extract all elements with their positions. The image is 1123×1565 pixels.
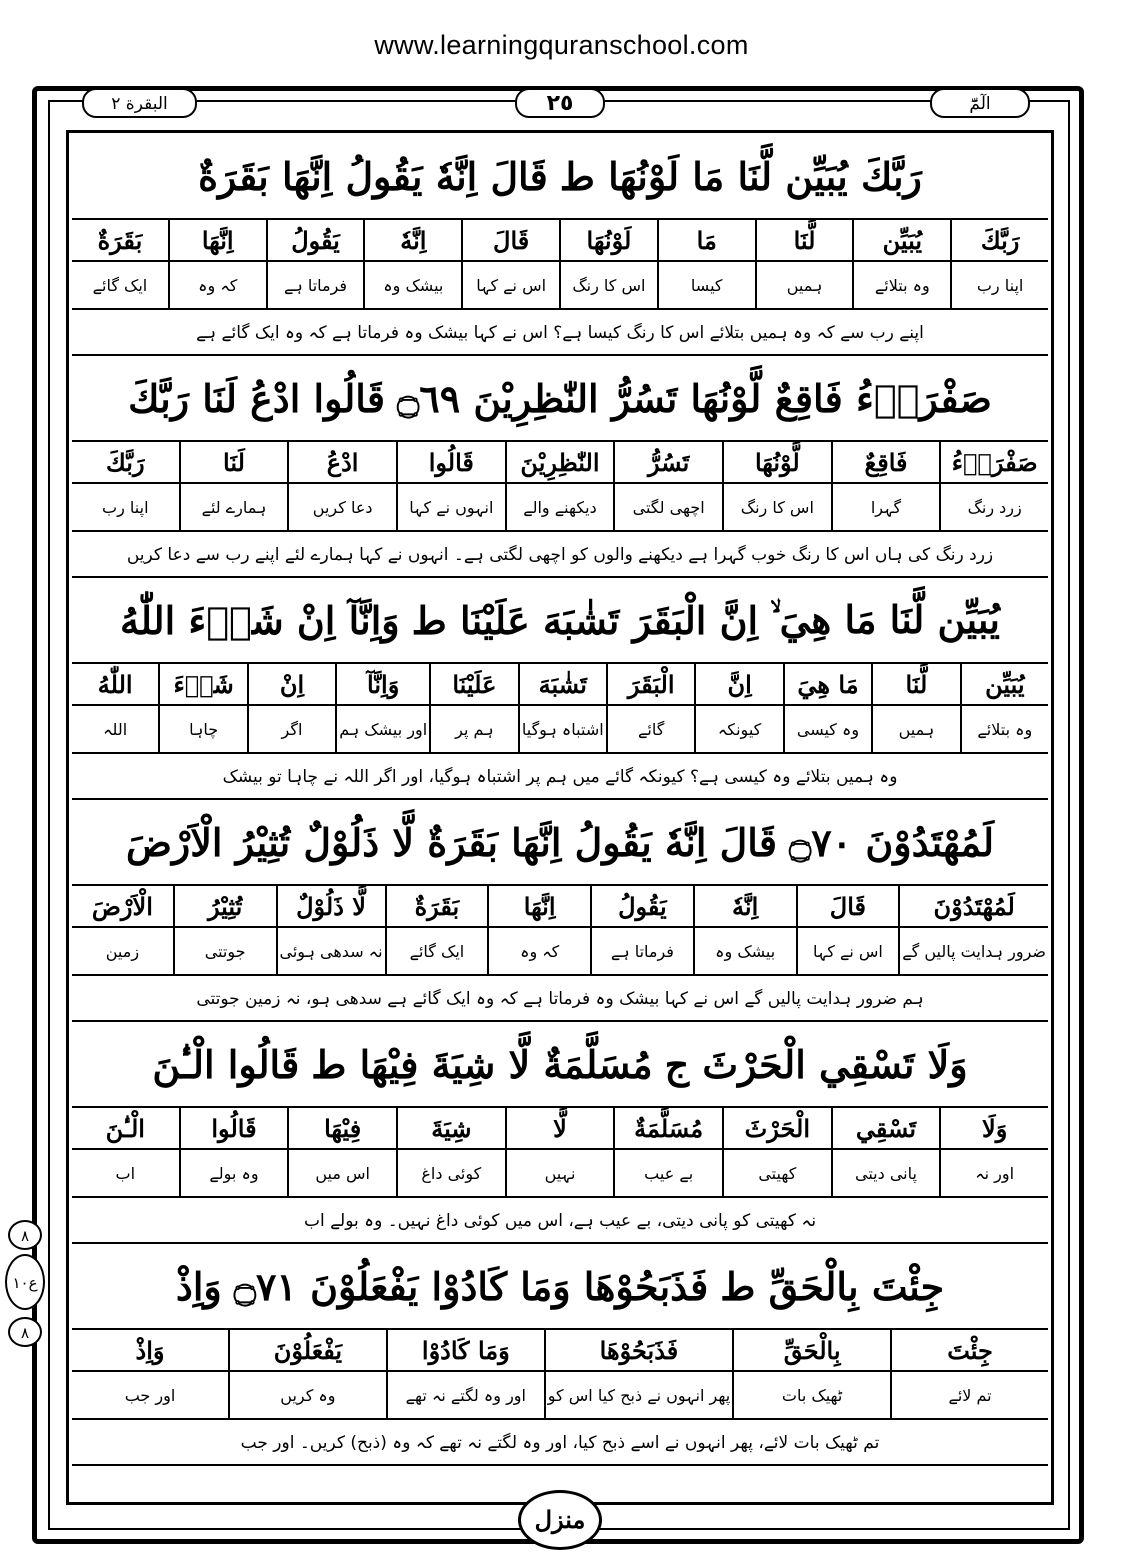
word-column bbox=[939, 1108, 1048, 1196]
ruku-marker: ع١٠ bbox=[5, 1254, 45, 1310]
urdu-meaning: اس میں bbox=[315, 1163, 370, 1183]
urdu-translation: نہ کھیتی کو پانی دیتی، بے عیب ہے، اس میں کوئی داغ نہیں۔ وہ بولے اب bbox=[72, 1198, 1048, 1244]
arabic-word: الْـٰٔنَ bbox=[72, 1108, 179, 1150]
arabic-word: شَاۤءَ bbox=[160, 664, 246, 706]
ayah-segment: رَبَّكَ يُبَيِّن لَّنَا مَا لَوْنُهَا ط bbox=[559, 153, 922, 199]
urdu-meaning: وہ بولے bbox=[209, 1163, 259, 1183]
urdu-meaning: اپنا رب bbox=[102, 497, 149, 517]
ayah-segment: لَمُهْتَدُوْنَ ۝٧٠ bbox=[789, 819, 995, 865]
urdu-translation: ہم ضرور ہدایت پالیں گے اس نے کہا بیشک وہ فرماتا ہے کہ وہ ایک گائے ہے سدھی ہو، نہ زمین جوتتی bbox=[72, 976, 1048, 1022]
word-grid bbox=[72, 220, 1048, 310]
word-column bbox=[385, 886, 488, 974]
word-column bbox=[950, 220, 1048, 308]
urdu-meaning: وہ بتلائے bbox=[977, 719, 1033, 739]
urdu-translation: تم ٹھیک بات لائے، پھر انہوں نے اسے ذبح کیا، اور وہ لگتے نہ تھے کہ وہ (ذبح) کریں۔ اور جب bbox=[72, 1420, 1048, 1466]
ayah-line bbox=[72, 356, 1048, 442]
arabic-word: اِنْ bbox=[249, 664, 335, 706]
arabic-word: لَّا ذَلُوْلٌ bbox=[278, 886, 385, 928]
ayah-segment: قَالُوا الْـٰٔنَ bbox=[152, 1041, 300, 1087]
word-column bbox=[613, 442, 722, 530]
word-column bbox=[613, 1108, 722, 1196]
urdu-meaning: اس نے کہا bbox=[476, 275, 547, 295]
arabic-word: بِالْحَقِّ bbox=[734, 1330, 890, 1372]
word-column bbox=[386, 1330, 544, 1418]
urdu-meaning: اور جب bbox=[124, 1385, 176, 1405]
word-column bbox=[732, 1330, 890, 1418]
urdu-meaning: ایک گائے bbox=[92, 275, 148, 295]
word-grid bbox=[72, 442, 1048, 532]
arabic-word: رَبَّكَ bbox=[952, 220, 1048, 262]
urdu-meaning: ہمیں bbox=[898, 719, 935, 739]
urdu-meaning: پھر انہوں نے ذبح کیا اس کو bbox=[547, 1385, 731, 1405]
word-column bbox=[657, 220, 755, 308]
site-url: www.learningquranschool.com bbox=[374, 30, 749, 60]
arabic-word: اِنَّهٗ bbox=[365, 220, 461, 262]
arabic-word: لَوْنُهَا bbox=[561, 220, 657, 262]
word-column bbox=[890, 1330, 1048, 1418]
word-column bbox=[831, 1108, 940, 1196]
ayah-segment: صَفْرَاۤءُ فَاقِعٌ لَّوْنُهَا تَسُرُّ النّٰظِرِيْنَ ۝٦٩ bbox=[397, 375, 992, 421]
arabic-word: فَذَبَحُوْهَا bbox=[546, 1330, 732, 1372]
urdu-meaning: اب bbox=[115, 1163, 136, 1183]
arabic-word: قَالَ bbox=[463, 220, 559, 262]
arabic-word: صَفْرَاۤءُ bbox=[941, 442, 1048, 484]
arabic-word: لَّنَا bbox=[757, 220, 853, 262]
word-column bbox=[898, 886, 1048, 974]
urdu-meaning: اچھی لگتی bbox=[632, 497, 705, 517]
urdu-meaning: فرماتا ہے bbox=[610, 941, 674, 961]
arabic-word: وَاِنَّآ bbox=[337, 664, 429, 706]
urdu-meaning: ضرور ہدایت پالیں گے bbox=[902, 941, 1046, 961]
word-column bbox=[871, 664, 959, 752]
arabic-word: قَالُوا bbox=[181, 1108, 288, 1150]
arabic-word: لَّنَا bbox=[873, 664, 959, 706]
word-column bbox=[266, 220, 364, 308]
ayah-segment: فَذَبَحُوْهَا وَمَا كَادُوْا يَفْعَلُوْنَ ۝٧١ bbox=[233, 1263, 709, 1309]
arabic-word: تُثِيْرُ bbox=[175, 886, 276, 928]
arabic-word: الْبَقَرَ bbox=[608, 664, 694, 706]
arabic-word: لَمُهْتَدُوْنَ bbox=[900, 886, 1048, 928]
word-column bbox=[606, 664, 694, 752]
manzil-label: منزل bbox=[518, 1490, 602, 1550]
arabic-word: فِيْهَا bbox=[289, 1108, 396, 1150]
arabic-word: اِنَّ bbox=[696, 664, 782, 706]
side-marker-bottom: ٨ bbox=[8, 1317, 42, 1347]
ayah-segment: وَلَا تَسْقِي الْحَرْثَ ج bbox=[664, 1041, 968, 1087]
word-column bbox=[396, 1108, 505, 1196]
ayah-segment: قَالَ اِنَّهٗ يَقُولُ اِنَّهَا بَقَرَةٌ bbox=[198, 153, 548, 199]
word-column bbox=[72, 442, 179, 530]
arabic-word: عَلَيْنَا bbox=[431, 664, 517, 706]
word-column bbox=[287, 1108, 396, 1196]
arabic-word: جِئْتَ bbox=[892, 1330, 1048, 1372]
arabic-word: لَنَا bbox=[181, 442, 288, 484]
arabic-word: النّٰظِرِيْنَ bbox=[507, 442, 614, 484]
ayah-segment: اِنَّ الْبَقَرَ تَشٰبَهَ عَلَيْنَا ط bbox=[411, 597, 759, 643]
word-grid bbox=[72, 1108, 1048, 1198]
arabic-word: تَشٰبَهَ bbox=[520, 664, 606, 706]
urdu-meaning: گہرا bbox=[870, 497, 902, 517]
urdu-meaning: ٹھیک بات bbox=[781, 1385, 843, 1405]
urdu-meaning: وہ کریں bbox=[280, 1385, 336, 1405]
urdu-meaning: اور نہ bbox=[975, 1163, 1015, 1183]
urdu-meaning: نہ سدھی ہوئی bbox=[279, 941, 383, 961]
arabic-word: قَالُوا bbox=[398, 442, 505, 484]
word-column bbox=[228, 1330, 386, 1418]
word-column bbox=[755, 220, 853, 308]
arabic-word: اِنَّهٗ bbox=[695, 886, 796, 928]
word-column bbox=[179, 1108, 288, 1196]
arabic-word: الْاَرْضَ bbox=[72, 886, 173, 928]
ayah-line bbox=[72, 1244, 1048, 1330]
word-column bbox=[179, 442, 288, 530]
word-column bbox=[72, 220, 168, 308]
ayah-line bbox=[72, 134, 1048, 220]
ayah-segment: وَاِذْ bbox=[175, 1263, 222, 1309]
word-column bbox=[505, 1108, 614, 1196]
arabic-word: فَاقِعٌ bbox=[833, 442, 940, 484]
word-grid bbox=[72, 664, 1048, 754]
word-column bbox=[796, 886, 899, 974]
arabic-word: الْحَرْثَ bbox=[724, 1108, 831, 1150]
word-column bbox=[335, 664, 429, 752]
arabic-word: يَقُولُ bbox=[268, 220, 364, 262]
arabic-word: مَا هِيَ bbox=[785, 664, 871, 706]
word-column bbox=[544, 1330, 732, 1418]
ayah-line bbox=[72, 578, 1048, 664]
urdu-meaning: فرماتا ہے bbox=[283, 275, 348, 295]
word-grid bbox=[72, 1330, 1048, 1420]
juz-name-label: الٓمّٓ bbox=[930, 88, 1030, 118]
urdu-meaning: اللہ bbox=[103, 719, 128, 739]
arabic-word: لَّوْنُهَا bbox=[724, 442, 831, 484]
word-column bbox=[72, 1108, 179, 1196]
urdu-meaning: کھیتی bbox=[758, 1163, 797, 1183]
ayah-line bbox=[72, 1022, 1048, 1108]
word-column bbox=[396, 442, 505, 530]
urdu-meaning: کہ وہ bbox=[198, 275, 238, 295]
urdu-meaning: وہ کیسی bbox=[796, 719, 860, 739]
word-column bbox=[429, 664, 517, 752]
urdu-meaning: زرد رنگ bbox=[967, 497, 1022, 517]
urdu-meaning: کوئی داغ bbox=[421, 1163, 482, 1183]
urdu-meaning: اس نے کہا bbox=[812, 941, 883, 961]
word-column bbox=[831, 442, 940, 530]
word-column bbox=[158, 664, 246, 752]
word-column bbox=[852, 220, 950, 308]
arabic-word: يُبَيِّن bbox=[854, 220, 950, 262]
urdu-meaning: اگر bbox=[281, 719, 303, 739]
urdu-meaning: دیکھنے والے bbox=[523, 497, 597, 517]
urdu-meaning: اشتباہ ہوگیا bbox=[521, 719, 604, 739]
word-column bbox=[276, 886, 385, 974]
word-column bbox=[694, 664, 782, 752]
ayah-line bbox=[72, 800, 1048, 886]
word-column bbox=[363, 220, 461, 308]
arabic-word: شِيَةَ bbox=[398, 1108, 505, 1150]
urdu-meaning: بیشک وہ bbox=[715, 941, 776, 961]
urdu-translation: وہ ہمیں بتلائے وہ کیسی ہے؟ کیونکہ گائے میں ہم پر اشتباہ ہوگیا، اور اگر اللہ نے چاہا تو بیشک bbox=[72, 754, 1048, 800]
word-column bbox=[487, 886, 590, 974]
word-column bbox=[722, 1108, 831, 1196]
arabic-word: يَقُولُ bbox=[592, 886, 693, 928]
arabic-word: مُسَلَّمَةٌ bbox=[615, 1108, 722, 1150]
page-number: ٢٥ bbox=[515, 88, 605, 118]
urdu-meaning: ایک گائے bbox=[409, 941, 465, 961]
urdu-meaning: تم لائے bbox=[948, 1385, 992, 1405]
word-column bbox=[559, 220, 657, 308]
arabic-word: وَمَا كَادُوْا bbox=[388, 1330, 544, 1372]
side-marker-top: ٨ bbox=[8, 1220, 42, 1250]
urdu-meaning: اس کا رنگ bbox=[740, 497, 814, 517]
urdu-meaning: اپنا رب bbox=[976, 275, 1024, 295]
word-column bbox=[72, 1330, 228, 1418]
urdu-meaning: انہوں نے کہا bbox=[409, 497, 494, 517]
word-column bbox=[247, 664, 335, 752]
urdu-meaning: اور وہ لگتے نہ تھے bbox=[405, 1385, 526, 1405]
word-column bbox=[783, 664, 871, 752]
word-column bbox=[287, 442, 396, 530]
ayah-segment: يُبَيِّن لَّنَا مَا هِيَ ۙ bbox=[770, 597, 1000, 642]
urdu-meaning: کیونکہ bbox=[717, 719, 762, 739]
arabic-word: بَقَرَةٌ bbox=[72, 220, 168, 262]
urdu-meaning: ہم پر bbox=[455, 719, 494, 739]
arabic-word: بَقَرَةٌ bbox=[387, 886, 488, 928]
arabic-word: رَبَّكَ bbox=[72, 442, 179, 484]
word-column bbox=[72, 886, 173, 974]
word-by-word-content bbox=[72, 134, 1048, 1466]
arabic-word: اللّٰهُ bbox=[72, 664, 158, 706]
urdu-translation: زرد رنگ کی ہاں اس کا رنگ خوب گہرا ہے دیکھنے والوں کو اچھی لگتی ہے۔ انہوں نے کہا ہمارے لئے اپنے رب سے دعا کریں bbox=[72, 532, 1048, 578]
ayah-segment: مُسَلَّمَةٌ لَّا شِيَةَ فِيْهَا ط bbox=[311, 1041, 653, 1087]
arabic-word: يُبَيِّن bbox=[962, 664, 1048, 706]
urdu-meaning: ہمیں bbox=[786, 275, 823, 295]
word-grid bbox=[72, 886, 1048, 976]
urdu-meaning: کہ وہ bbox=[520, 941, 560, 961]
arabic-word: ادْعُ bbox=[289, 442, 396, 484]
urdu-meaning: اس کا رنگ bbox=[572, 275, 646, 295]
urdu-meaning: پانی دیتی bbox=[855, 1163, 917, 1183]
word-column bbox=[168, 220, 266, 308]
word-column bbox=[693, 886, 796, 974]
word-column bbox=[72, 664, 158, 752]
word-column bbox=[173, 886, 276, 974]
arabic-word: تَسْقِي bbox=[833, 1108, 940, 1150]
word-column bbox=[461, 220, 559, 308]
urdu-meaning: نہیں bbox=[544, 1163, 576, 1183]
arabic-word: اِنَّهَا bbox=[489, 886, 590, 928]
ayah-segment: قَالُوا ادْعُ لَنَا رَبَّكَ bbox=[128, 375, 386, 421]
urdu-meaning: دعا کریں bbox=[312, 497, 373, 517]
urdu-meaning: زمین bbox=[105, 941, 140, 961]
word-column bbox=[939, 442, 1048, 530]
urdu-translation: اپنے رب سے کہ وہ ہمیں بتلائے اس کا رنگ کیسا ہے؟ اس نے کہا بیشک وہ فرماتا ہے کہ وہ ایک گائے ہے bbox=[72, 310, 1048, 356]
word-column bbox=[518, 664, 606, 752]
arabic-word: تَسُرُّ bbox=[615, 442, 722, 484]
arabic-word: اِنَّهَا bbox=[170, 220, 266, 262]
arabic-word: وَاِذْ bbox=[72, 1330, 228, 1372]
word-column bbox=[590, 886, 693, 974]
word-column bbox=[505, 442, 614, 530]
arabic-word: لَّا bbox=[507, 1108, 614, 1150]
arabic-word: قَالَ bbox=[798, 886, 899, 928]
urdu-meaning: کیسا bbox=[690, 275, 723, 295]
arabic-word: يَفْعَلُوْنَ bbox=[230, 1330, 386, 1372]
word-column bbox=[960, 664, 1048, 752]
arabic-word: وَلَا bbox=[941, 1108, 1048, 1150]
urdu-meaning: بیشک وہ bbox=[383, 275, 444, 295]
arabic-word: مَا bbox=[659, 220, 755, 262]
urdu-meaning: ہمارے لئے bbox=[201, 497, 267, 517]
urdu-meaning: جوتتی bbox=[204, 941, 246, 961]
ayah-segment: قَالَ اِنَّهٗ يَقُولُ اِنَّهَا بَقَرَةٌ لَّا ذَلُوْلٌ تُثِيْرُ الْاَرْضَ bbox=[125, 819, 777, 865]
word-column bbox=[722, 442, 831, 530]
urdu-meaning: گائے bbox=[638, 719, 665, 739]
urdu-meaning: چاہا bbox=[189, 719, 219, 739]
urdu-meaning: بے عیب bbox=[644, 1163, 694, 1183]
ayah-segment: جِئْتَ بِالْحَقِّ ط bbox=[720, 1263, 945, 1309]
ayah-segment: وَاِنَّآ اِنْ شَاۤءَ اللّٰهُ bbox=[120, 597, 400, 643]
surah-name-label: البقرة ٢ bbox=[82, 88, 197, 118]
urdu-meaning: وہ بتلائے bbox=[874, 275, 930, 295]
urdu-meaning: اور بیشک ہم bbox=[339, 719, 428, 739]
